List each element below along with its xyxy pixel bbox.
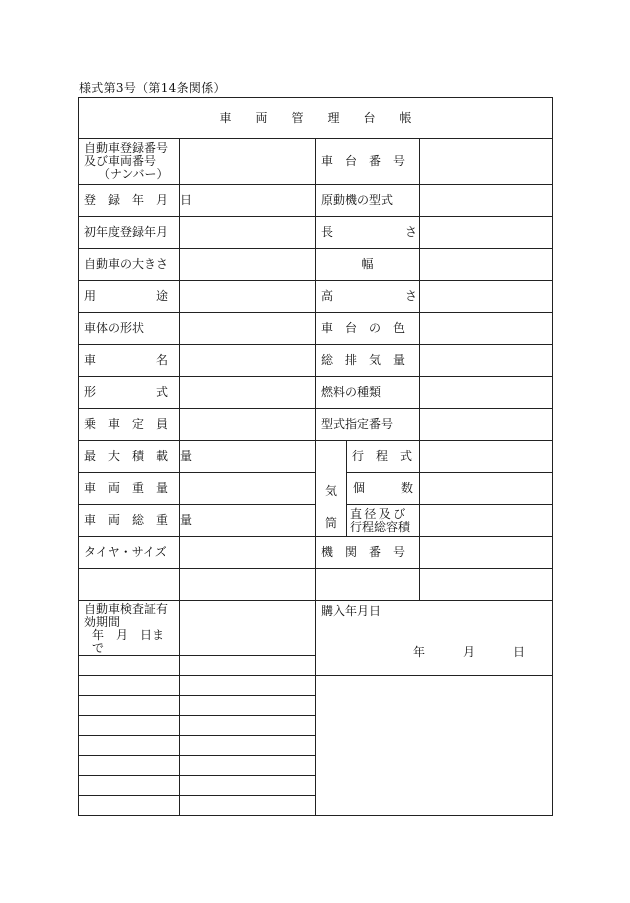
label-engine-model: 原動機の型式 [316,185,420,217]
field-displacement[interactable] [420,345,553,377]
field-fuel-type[interactable] [420,377,553,409]
field-gross-weight[interactable] [180,505,316,537]
label-registration-no [79,139,180,185]
label-chassis-color: 車 台 の 色 [316,313,420,345]
label-usage: 用 途 [79,281,180,313]
purchase-date-cell[interactable] [316,601,553,676]
field-chassis-no[interactable] [420,139,553,185]
field-height[interactable] [420,281,553,313]
form-caption: 様式第3号（第14条関係） [79,81,226,95]
label-chassis-no: 車 台 番 号 [316,139,420,185]
label-height: 高 さ [316,281,420,313]
label-length: 長 さ [316,217,420,249]
purchase-date-units [413,646,525,659]
history-cell-left[interactable] [79,676,180,696]
label-stroke-type: 行 程 式 [347,441,420,473]
label-bore-line2: 行程総容積 [350,519,411,534]
label-registration-no-line3: （ナンバー） [98,167,169,181]
history-cell-right[interactable] [180,796,316,816]
field-registration-no[interactable] [180,139,316,185]
label-inspection-line1: 自動車検査証有 [84,602,169,616]
field-vehicle-name[interactable] [180,345,316,377]
label-bore [347,505,420,537]
label-registration-no-line2: 及び車両番号 [84,154,157,168]
field-vehicle-weight[interactable] [180,473,316,505]
field-body-shape[interactable] [180,313,316,345]
label-inspection [79,601,180,656]
label-model: 形 式 [79,377,180,409]
label-cylinder-top: 気 [324,484,337,498]
label-registration-date: 登 録 年 月 日 [79,185,180,217]
history-cell-right[interactable] [180,736,316,756]
field-stroke-type[interactable] [420,441,553,473]
field-usage[interactable] [180,281,316,313]
history-cell-right[interactable] [180,756,316,776]
label-body-shape: 車体の形状 [79,313,180,345]
history-cell-right[interactable] [180,656,316,676]
label-max-load: 最 大 積 載 量 [79,441,180,473]
label-displacement: 総 排 気 量 [316,345,420,377]
field-count[interactable] [420,473,553,505]
field-width[interactable] [420,249,553,281]
ledger-title: 車 両 管 理 台 帳 [79,98,553,139]
label-first-registration: 初年度登録年月 [79,217,180,249]
field-registration-date[interactable] [180,185,316,217]
field-model[interactable] [180,377,316,409]
history-cell-right[interactable] [180,776,316,796]
label-count: 個 数 [347,473,420,505]
field-tire-size[interactable] [180,537,316,569]
field-length[interactable] [420,217,553,249]
label-inspection-line2: 効期間 [84,615,121,629]
field-engine-model[interactable] [420,185,553,217]
history-cell-left[interactable] [79,696,180,716]
label-engine-no: 機 関 番 号 [316,537,420,569]
history-cell-left[interactable] [79,756,180,776]
label-month: 月 [463,645,476,659]
label-registration-no-line1: 自動車登録番号 [84,141,169,155]
field-max-load[interactable] [180,441,316,473]
blank-label-cell-right[interactable] [316,569,420,601]
field-inspection[interactable] [180,601,316,656]
field-type-designation[interactable] [420,409,553,441]
history-cell-left[interactable] [79,736,180,756]
blank-field-cell-right[interactable] [420,569,553,601]
label-year: 年 [413,645,426,659]
history-cell-right[interactable] [180,716,316,736]
label-vehicle-size: 自動車の大きさ [79,249,180,281]
label-gross-weight: 車 両 総 重 量 [79,505,180,537]
field-bore[interactable] [420,505,553,537]
label-tire-size: タイヤ・サイズ [79,537,180,569]
label-bore-line1: 直径及び [350,506,408,521]
history-cell-left[interactable] [79,656,180,676]
vehicle-ledger-table [78,97,553,816]
field-engine-no[interactable] [420,537,553,569]
blank-label-cell[interactable] [79,569,180,601]
field-chassis-color[interactable] [420,313,553,345]
label-width: 幅 [316,249,420,281]
history-cell-left[interactable] [79,776,180,796]
blank-field-cell[interactable] [180,569,316,601]
label-cylinder-bottom: 筒 [324,516,337,530]
field-first-registration[interactable] [180,217,316,249]
label-vehicle-name: 車 名 [79,345,180,377]
field-vehicle-size[interactable] [180,249,316,281]
field-capacity[interactable] [180,409,316,441]
label-capacity: 乗 車 定 員 [79,409,180,441]
label-type-designation: 型式指定番号 [316,409,420,441]
history-cell-right[interactable] [180,676,316,696]
label-fuel-type: 燃料の種類 [316,377,420,409]
label-vehicle-weight: 車 両 重 量 [79,473,180,505]
history-cell-left[interactable] [79,796,180,816]
label-cylinder [316,441,347,537]
history-cell-left[interactable] [79,716,180,736]
history-cell-right[interactable] [180,696,316,716]
label-inspection-until: 年 月 日まで [92,628,165,655]
notes-area[interactable] [316,676,553,816]
label-day: 日 [513,645,526,659]
label-purchase-date: 購入年月日 [321,604,382,618]
